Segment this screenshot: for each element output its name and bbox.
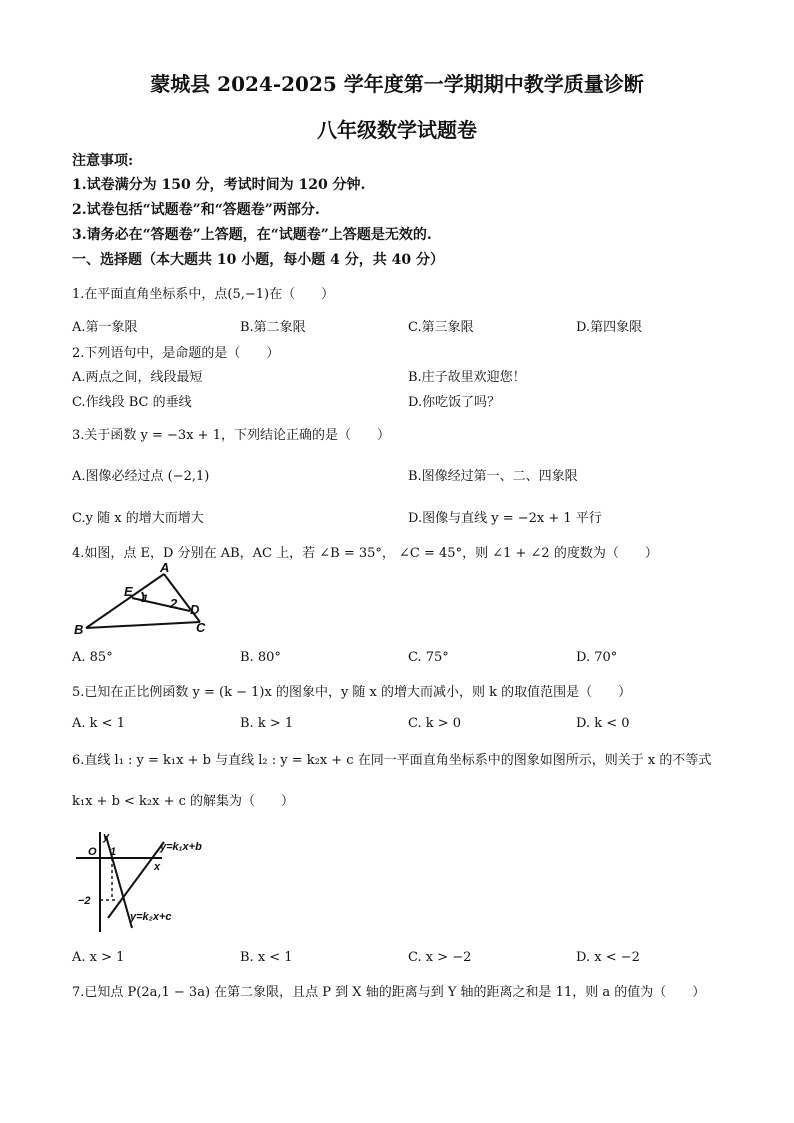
question-2-stem: 2.下列语句中，是命题的是（ ） bbox=[72, 346, 280, 361]
question-2-option-a: A.两点之间，线段最短 bbox=[72, 370, 203, 385]
question-7-stem: 7.已知点 P(2a,1 − 3a) 在第二象限，且点 P 到 X 轴的距离与到 Y 轴的距离之和是 11，则 a 的值为（ ） bbox=[72, 985, 706, 1000]
tick-label-minus-2: −2 bbox=[78, 895, 91, 907]
question-2-option-d: D.你吃饭了吗？ bbox=[408, 395, 501, 410]
question-3-option-d: D.图像与直线 y = −2x + 1 平行 bbox=[408, 511, 602, 526]
question-5-option-b: B. k > 1 bbox=[240, 716, 294, 731]
figure-label-b: B bbox=[74, 622, 84, 637]
figure-label-c: C bbox=[196, 620, 206, 635]
question-4-option-b: B. 80° bbox=[240, 650, 281, 665]
axis-label-y: y bbox=[103, 831, 110, 843]
question-1-option-c: C.第三象限 bbox=[408, 320, 474, 335]
question-3-option-c: C.y 随 x 的增大而增大 bbox=[72, 511, 204, 526]
question-4-option-c: C. 75° bbox=[408, 650, 449, 665]
question-6-option-a: A. x > 1 bbox=[72, 950, 125, 965]
figure-label-e: E bbox=[124, 584, 133, 599]
line-label-l2: y=k₂x+c bbox=[130, 911, 172, 923]
axis-label-x: x bbox=[154, 861, 161, 873]
question-6-stem: 6.直线 l₁ : y = k₁x + b 与直线 l₂ : y = k₂x + c 在同一平面直角坐标系中的图象如图所示，则关于 x 的不等式 bbox=[72, 753, 712, 768]
question-4-stem: 4.如图，点 E，D 分别在 AB，AC 上，若 ∠B = 35°， ∠C = 45°，则 ∠1 + ∠2 的度数为（ ） bbox=[72, 546, 658, 561]
question-1-option-a: A.第一象限 bbox=[72, 320, 138, 335]
triangle-figure bbox=[72, 562, 222, 642]
question-3-option-b: B.图像经过第一、二、四象限 bbox=[408, 469, 578, 484]
question-6-stem-continued: k₁x + b < k₂x + c 的解集为（ ） bbox=[72, 794, 295, 809]
question-6-option-b: B. x < 1 bbox=[240, 950, 293, 965]
question-6-option-c: C. x > −2 bbox=[408, 950, 472, 965]
question-4-option-d: D. 70° bbox=[576, 650, 618, 665]
note-item: 3.请务必在“答题卷”上答题，在“试题卷”上答题是无效的. bbox=[72, 227, 432, 243]
line-graph-figure bbox=[72, 828, 222, 934]
question-1-option-b: B.第二象限 bbox=[240, 320, 306, 335]
tick-label-1: 1 bbox=[110, 846, 117, 858]
page-subtitle: 八年级数学试题卷 bbox=[317, 118, 477, 142]
question-2-option-c: C.作线段 BC 的垂线 bbox=[72, 395, 192, 410]
question-3-option-a: A.图像必经过点 (−2,1) bbox=[72, 469, 210, 484]
question-5-option-c: C. k > 0 bbox=[408, 716, 462, 731]
question-4-option-a: A. 85° bbox=[72, 650, 113, 665]
line-label-l1: y=k₁x+b bbox=[160, 841, 202, 853]
origin-label: O bbox=[88, 846, 97, 858]
question-5-option-d: D. k < 0 bbox=[576, 716, 630, 731]
figure-label-d: D bbox=[190, 602, 200, 617]
note-item: 1.试卷满分为 150 分，考试时间为 120 分钟. bbox=[72, 177, 366, 193]
question-1-option-d: D.第四象限 bbox=[576, 320, 643, 335]
figure-label-1: 1 bbox=[142, 593, 149, 605]
section-heading: 一、选择题（本大题共 10 小题，每小题 4 分，共 40 分） bbox=[72, 252, 444, 268]
question-6-option-d: D. x < −2 bbox=[576, 950, 640, 965]
question-5-option-a: A. k < 1 bbox=[72, 716, 125, 731]
figure-label-2: 2 bbox=[170, 596, 178, 611]
figure-label-a: A bbox=[160, 562, 170, 575]
note-item: 2.试卷包括“试题卷”和“答题卷”两部分. bbox=[72, 202, 320, 218]
page-title: 蒙城县 2024-2025 学年度第一学期期中教学质量诊断 bbox=[150, 72, 644, 96]
question-1-stem: 1.在平面直角坐标系中，点(5,−1)在（ ） bbox=[72, 287, 335, 302]
question-3-stem: 3.关于函数 y = −3x + 1，下列结论正确的是（ ） bbox=[72, 428, 390, 443]
question-5-stem: 5.已知在正比例函数 y = (k − 1)x 的图象中，y 随 x 的增大而减小，则 k 的取值范围是（ ） bbox=[72, 685, 632, 700]
notes-heading: 注意事项: bbox=[72, 153, 134, 169]
question-2-option-b: B.庄子故里欢迎您！ bbox=[408, 370, 526, 385]
